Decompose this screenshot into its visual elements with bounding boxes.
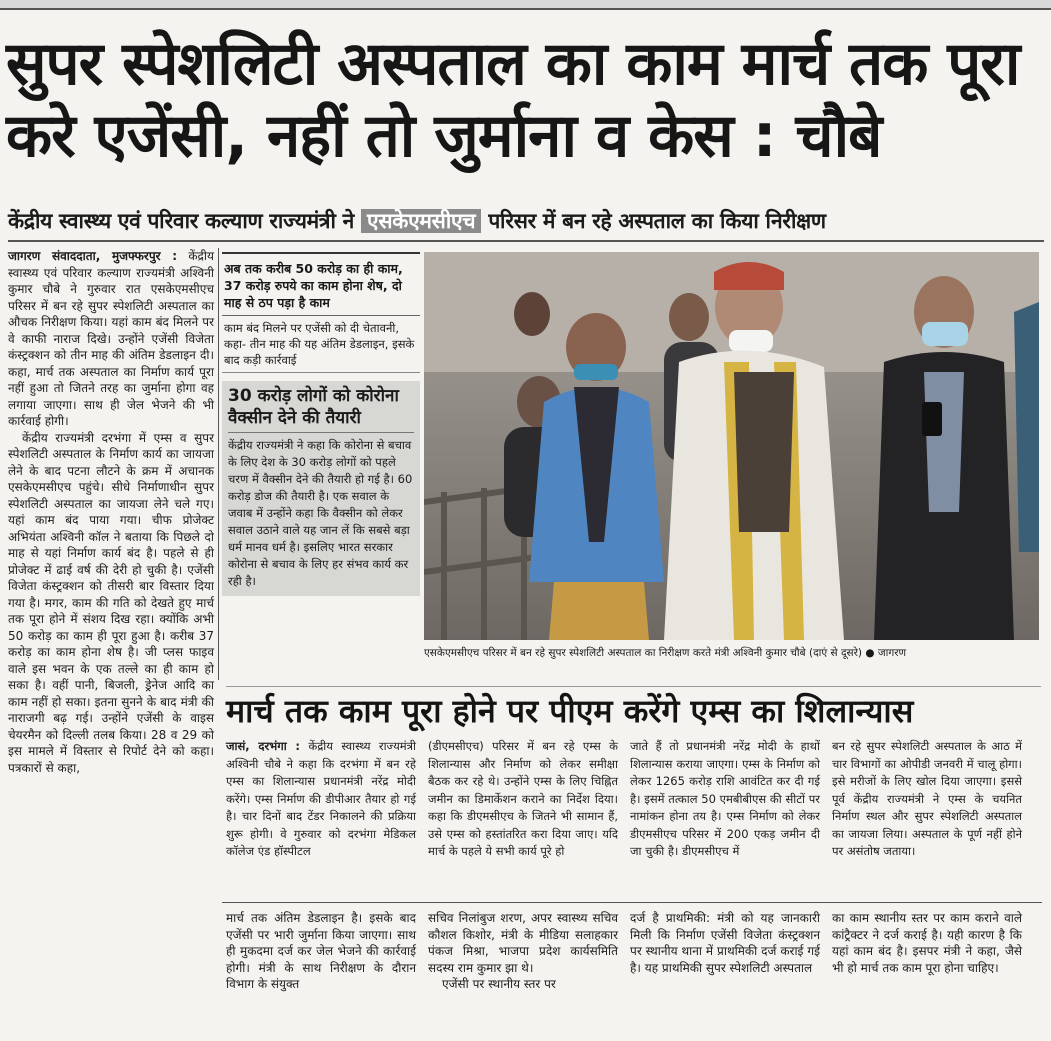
continued-column-4: का काम स्थानीय स्तर पर काम कराने वाले कांट्रैक्टर ने दर्ज कराई है। यही कारण है कि यहां काम बंद है। इसपर मंत्री ने कहा, जैसे भी हो मार्च तक काम पूरा होना चाहिए। xyxy=(832,911,1022,975)
paragraph-1-text: केंद्रीय स्वास्थ्य एवं परिवार कल्याण राज्यमंत्री अश्विनी कुमार चौबे ने गुरुवार रात एसकेएमसीएच परिसर में बन रहे सुपर स्पेशलिटी अस्पताल का औचक निरीक्षण किया। यहां काम बंद मिलने पर वे काफी नाराज दिखे। उन्होंने एजेंसी विजेता कंस्ट्रक्शन को तीन माह की अंतिम डेडलाइन दी। कहा, मार्च तक अस्पताल का निर्माण कार्य पूरा नहीं हुआ तो जितने तरह का जुर्माना होगा वह लगाया जाएगा। साथ ही जेल भेजने की भी कार्रवाई होगी। xyxy=(8,249,214,428)
highlight-2: काम बंद मिलने पर एजेंसी को दी चेतावनी, कहा- तीन माह की यह अंतिम डेडलाइन, इसके बाद कड़ी कार्रवाई xyxy=(222,316,420,373)
continued-column-2 xyxy=(428,910,618,993)
subhead-text: केंद्रीय स्वास्थ्य एवं परिवार कल्याण राज्यमंत्री ने xyxy=(8,209,362,233)
vaccine-box-title: 30 करोड़ लोगों को कोरोना वैक्सीन देने की तैयारी xyxy=(228,385,414,433)
subhead-text-end: परिसर में बन रहे अस्पताल का किया निरीक्षण xyxy=(481,209,826,233)
story2-col1-para xyxy=(226,738,416,861)
story2-column-4: बन रहे सुपर स्पेशलिटी अस्पताल के आठ में चार विभागों का ओपीडी जनवरी में चालू होगा। इसे मरीजों के लिए खोल दिया जाएगा। इससे पूर्व केंद्रीय राज्यमंत्री ने एम्स के चयनित निर्माण स्थल और सुपर स्पेशलिटी अस्पताल का जायजा लिया। अस्पताल के पूर्ण नहीं होने पर असंतोष जताया। xyxy=(832,739,1022,858)
paragraph-2: केंद्रीय राज्यमंत्री दरभंगा में एम्स व सुपर स्पेशलिटी अस्पताल के निर्माण कार्य का जायजा लेने के बाद पटना लौटने के क्रम में अचानक एसकेएमसीएच पहुंचे। सीधे निर्माणाधीन सुपर स्पेशलिटी अस्पताल का जायजा लेने चले गए। यहां काम बंद पाया गया। चीफ प्रोजेक्ट अभियंता अश्विनी कॉल ने बताया कि पिछले दो माह से यहां निर्माण कार्य बंद है। पहले से ही प्रोजेक्ट में ढाई वर्ष की देरी हो चुकी है। एजेंसी विजेता कंस्ट्रक्शन को तीसरी बार विस्तार दिया गया है। मगर, काम की गति को देखते हुए मार्च तक पूरा होने में संशय दिख रहा। क्योंकि अभी 50 करोड़ का काम ही पूरा हुआ है। करीब 37 करोड़ का काम होना शेष है। जी प्लस फाइव वाले इस भवन के एक तल्ले का ही काम हो सका है। वहीं पानी, बिजली, ड्रेनेज आदि का काम नहीं हो सका। इतना सुनने के बाद मंत्री की नाराजगी बढ़ गई। उन्होंने एजेंसी के वाइस चेयरमैन को दिल्ली तलब किया। 28 व 29 को इस मामले में विस्तार से रिपोर्ट देने को कहा। पत्रकारों से कहा, xyxy=(8,430,214,775)
continued-column-3: दर्ज है प्राथमिकी: मंत्री को यह जानकारी मिली कि निर्माण एजेंसी विजेता कंस्ट्रक्शन पर स्थानीय थाना में प्राथमिकी दर्ज कराई गई है। यह प्राथमिकी सुपर स्पेशलिटी अस्पताल xyxy=(630,911,820,975)
subheadline xyxy=(8,206,1048,236)
previous-article-strip xyxy=(0,0,1051,10)
story2-column-1 xyxy=(226,738,416,861)
byline: जागरण संवाददाता, मुजफ्फरपुर : xyxy=(8,249,178,263)
story2-byline: जासं, दरभंगा : xyxy=(226,739,301,753)
left-article-column xyxy=(8,248,214,776)
divider xyxy=(222,902,1042,903)
news-photo xyxy=(424,252,1039,640)
highlights-sidebar xyxy=(222,252,420,670)
headline: सुपर स्पेशलिटी अस्पताल का काम मार्च तक पूरा करे एजेंसी, नहीं तो जुर्माना व केस : चौबे xyxy=(6,29,1020,171)
vaccine-box xyxy=(222,381,420,596)
divider xyxy=(8,240,1044,242)
highlight-1: अब तक करीब 50 करोड़ का ही काम, 37 करोड़ रुपये का काम होना शेष, दो माह से ठप पड़ा है काम xyxy=(222,252,420,316)
continued-col2-para1: सचिव निलांबुज शरण, अपर स्वास्थ्य सचिव कौशल किशोर, मंत्री के मीडिया सलाहकार पंकज मिश्रा, भाजपा प्रदेश कार्यसमिति सदस्य राम कुमार झा थे। xyxy=(428,911,618,975)
subhead-highlight: एसकेएमसीएच xyxy=(361,209,481,233)
story2-column-3: जाते हैं तो प्रधानमंत्री नरेंद्र मोदी के हाथों शिलान्यास कराया जाएगा। एम्स के निर्माण को लेकर 1265 करोड़ राशि आवंटित कर दी गई है। इसमें तत्काल 50 एमबीबीएस की सीटों पर नामांकन होना तय है। एम्स निर्माण को लेकर डीएमसीएच परिसर में 200 एकड़ जमीन दी जा चुकी है। डीएमसीएच में xyxy=(630,739,820,858)
story2-headline: मार्च तक काम पूरा होने पर पीएम करेंगे एम्स का शिलान्यास xyxy=(226,686,1041,733)
column-rule xyxy=(218,248,219,680)
story2-col1-text: केंद्रीय स्वास्थ्य राज्यमंत्री अश्विनी चौबे ने कहा कि दरभंगा में बन रहे एम्स का शिलान्यास प्रधानमंत्री नरेंद्र मोदी करेंगे। एम्स निर्माण की डीपीआर तैयार हो गई है। चार दिनों बाद टेंडर निकालने की प्रक्रिया शुरू होगी। वे गुरुवार को दरभंगा मेडिकल कॉलेज एंड हॉस्पीटल xyxy=(226,739,417,858)
paragraph-1 xyxy=(8,248,214,430)
continued-column-1: मार्च तक अंतिम डेडलाइन है। इसके बाद एजेंसी पर भारी जुर्माना किया जाएगा। साथ ही मुकदमा दर्ज कर जेल भेजने की कार्रवाई होगी। मंत्री के साथ निरीक्षण के दौरान विभाग के संयुक्त xyxy=(226,911,416,991)
vaccine-box-text: केंद्रीय राज्यमंत्री ने कहा कि कोरोना से बचाव के लिए देश के 30 करोड़ लोगों को पहले चरण में वैक्सीन देने की तैयारी हो गई है। 60 करोड़ डोज की तैयारी है। एक सवाल के जवाब में उन्होंने कहा कि वैक्सीन को लेकर सवाल उठाने वाले यह जान लें कि सबसे बड़ा धर्म मानव धर्म है। इसलिए भारत सरकार कोरोना से बचाव के लिए हर संभव कार्य कर रही है। xyxy=(228,438,413,588)
photo-illustration xyxy=(424,252,1039,640)
story2-column-2: (डीएमसीएच) परिसर में बन रहे एम्स के शिलान्यास और निर्माण को लेकर समीक्षा बैठक कर रहे थे। उन्होंने एम्स के लिए चिह्नित जमीन का डिमार्केशन कराने का निर्देश दिया। कहा कि डीएमसीएच के जितने भी सामान हैं, उसे एम्स को हस्तांतरित करा दिया जाए। यदि मार्च के पहले ये सभी कार्य पूरे हो xyxy=(428,739,618,858)
continued-col2-para2: एजेंसी पर स्थानीय स्तर पर xyxy=(442,977,556,991)
photo-caption: एसकेएमसीएच परिसर में बन रहे सुपर स्पेशलिटी अस्पताल का निरीक्षण करते मंत्री अश्विनी कुमार चौबे (दाएं से दूसरे) ● जागरण xyxy=(424,647,907,659)
